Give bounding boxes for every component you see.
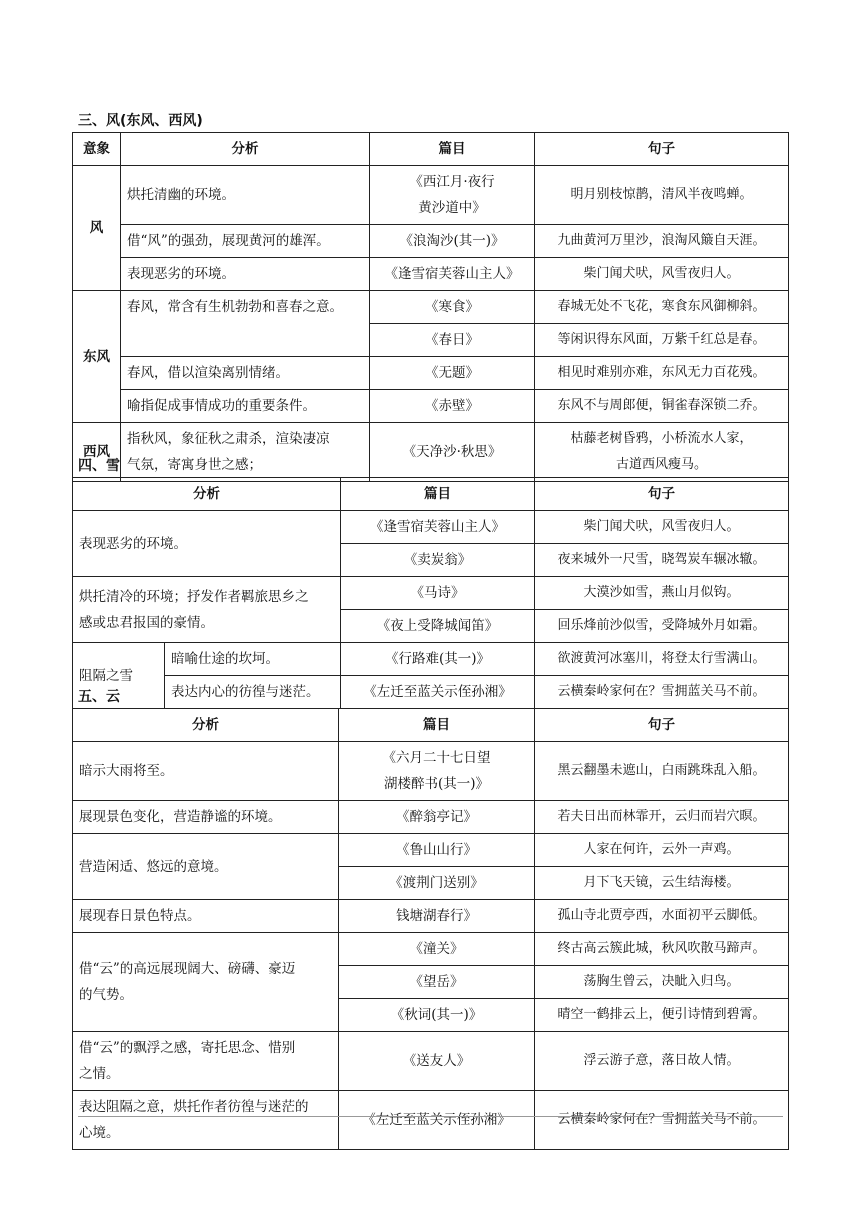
table-row (73, 643, 789, 676)
title-cell: 《潼关》 (339, 933, 535, 966)
sentence-cell: 柴门闻犬吠，风雪夜归人。 (535, 258, 789, 291)
sentence-cell: 等闲识得东风面，万紫千红总是春。 (535, 324, 789, 357)
header-sentence: 句子 (535, 709, 789, 742)
sentence-cell: 柴门闻犬吠，风雪夜归人。 (535, 511, 789, 544)
sentence-cell: 春城无处不飞花，寒食东风御柳斜。 (535, 291, 789, 324)
header-analysis: 分析 (73, 709, 339, 742)
analysis-line: 借“云”的飘浮之感，寄托思念、惜别 (79, 1040, 296, 1056)
analysis-cell: 暗示大雨将至。 (73, 742, 339, 801)
analysis-cell: 营造闲适、悠远的意境。 (73, 834, 339, 900)
title-cell: 《逢雪宿芙蓉山主人》 (370, 258, 535, 291)
sentence-cell: 浮云游子意，落日故人情。 (535, 1032, 789, 1091)
sentence-cell: 荡胸生曾云，决眦入归鸟。 (535, 966, 789, 999)
sentence-cell: 欲渡黄河冰塞川，将登太行雪满山。 (535, 643, 789, 676)
sentence-cell: 回乐烽前沙似雪，受降城外月如霜。 (535, 610, 789, 643)
table-row (73, 801, 789, 834)
analysis-line: 表达阻隔之意，烘托作者彷徨与迷茫的 (79, 1099, 309, 1115)
title-cell: 《行路难(其一)》 (341, 643, 535, 676)
title-cell (370, 166, 535, 225)
title-cell: 《鲁山山行》 (339, 834, 535, 867)
sentence-cell: 相见时难别亦难，东风无力百花残。 (535, 357, 789, 390)
imagery-cell: 东风 (73, 291, 121, 423)
title-cell (339, 742, 535, 801)
analysis-cell (73, 933, 339, 1032)
title-cell: 《望岳》 (339, 966, 535, 999)
table-row (73, 1032, 789, 1091)
table-header-row (73, 478, 789, 511)
header-sentence: 句子 (535, 133, 789, 166)
sentence-line: 枯藤老树昏鸦，小桥流水人家， (570, 431, 753, 446)
sentence-cell (535, 423, 789, 482)
title-cell: 《赤壁》 (370, 390, 535, 423)
title-line: 黄沙道中》 (418, 200, 486, 216)
analysis-cell: 春风，常含有生机勃勃和喜春之意。 (121, 291, 370, 357)
table-row (73, 225, 789, 258)
table-header-row (73, 709, 789, 742)
title-cell: 《秋词(其一)》 (339, 999, 535, 1032)
table-row (73, 357, 789, 390)
table-row (73, 390, 789, 423)
sentence-cell: 人家在何许，云外一声鸡。 (535, 834, 789, 867)
title-line: 湖楼醉书(其一)》 (383, 776, 490, 792)
table-row (73, 834, 789, 867)
analysis-cell (73, 577, 341, 643)
sentence-line: 古道西风瘦马。 (615, 457, 707, 472)
analysis-cell (73, 1032, 339, 1091)
analysis-cell: 展现春日景色特点。 (73, 900, 339, 933)
analysis-cell: 烘托清幽的环境。 (121, 166, 370, 225)
table-row (73, 676, 789, 709)
table-row (73, 577, 789, 610)
sentence-cell: 黑云翻墨未遮山，白雨跳珠乱入船。 (535, 742, 789, 801)
title-cell: 《天净沙·秋思》 (370, 423, 535, 482)
section-title-wind: 三、风(东风、西风) (78, 113, 203, 129)
title-cell: 《送友人》 (339, 1032, 535, 1091)
imagery-cell: 西风 (73, 423, 121, 482)
title-cell: 钱塘湖春行》 (339, 900, 535, 933)
imagery-cell: 风 (73, 166, 121, 291)
sentence-cell: 云横秦岭家何在？雪拥蓝关马不前。 (535, 676, 789, 709)
header-title: 篇目 (370, 133, 535, 166)
cloud-table (72, 708, 789, 1150)
sentence-cell: 云横秦岭家何在？雪拥蓝关马不前。 (535, 1091, 789, 1150)
analysis-cell: 暗喻仕途的坎坷。 (165, 643, 341, 676)
analysis-cell: 表达内心的彷徨与迷茫。 (165, 676, 341, 709)
sentence-cell: 月下飞天镜，云生结海楼。 (535, 867, 789, 900)
analysis-line: 心境。 (79, 1125, 120, 1141)
table-row (73, 423, 789, 482)
analysis-line: 的气势。 (79, 987, 133, 1003)
table-header-row (73, 133, 789, 166)
sentence-cell: 明月别枝惊鹊，清风半夜鸣蝉。 (535, 166, 789, 225)
analysis-line: 之情。 (79, 1066, 120, 1082)
title-cell: 《马诗》 (341, 577, 535, 610)
sentence-cell: 夜来城外一尺雪，晓驾炭车辗冰辙。 (535, 544, 789, 577)
header-sentence: 句子 (535, 478, 789, 511)
header-analysis: 分析 (73, 478, 341, 511)
sentence-cell: 东风不与周郎便，铜雀春深锁二乔。 (535, 390, 789, 423)
sentence-cell: 大漠沙如雪，燕山月似钩。 (535, 577, 789, 610)
analysis-cell (121, 423, 370, 482)
title-line: 《六月二十七日望 (382, 750, 491, 766)
analysis-line: 烘托清冷的环境；抒发作者羁旅思乡之 (79, 588, 309, 605)
sentence-cell: 终古高云簇此城，秋风吹散马蹄声。 (535, 933, 789, 966)
table-row (73, 258, 789, 291)
table-row (73, 511, 789, 544)
table-row (73, 291, 789, 324)
analysis-line: 指秋风，象征秋之肃杀，渲染凄凉 (127, 431, 330, 447)
table-row (73, 742, 789, 801)
analysis-cell: 春风，借以渲染离别情绪。 (121, 357, 370, 390)
analysis-line: 借“云”的高远展现阔大、磅礴、豪迈 (79, 961, 296, 977)
sentence-cell: 若夫日出而林霏开，云归而岩穴暝。 (535, 801, 789, 834)
sentence-cell: 晴空一鹤排云上，便引诗情到碧霄。 (535, 999, 789, 1032)
title-cell: 《左迁至蓝关示侄孙湘》 (341, 676, 535, 709)
analysis-line: 气氛，寄寓身世之感； (127, 457, 262, 473)
title-cell: 《渡荆门送别》 (339, 867, 535, 900)
analysis-cell: 表现恶劣的环境。 (73, 511, 341, 577)
title-cell: 《浪淘沙(其一)》 (370, 225, 535, 258)
analysis-line: 感或忠君报国的豪情。 (79, 614, 214, 631)
analysis-cell: 借“风”的强劲，展现黄河的雄浑。 (121, 225, 370, 258)
title-cell: 《春日》 (370, 324, 535, 357)
analysis-cell (73, 1091, 339, 1150)
sentence-cell: 九曲黄河万里沙，浪淘风簸自天涯。 (535, 225, 789, 258)
title-cell: 《卖炭翁》 (341, 544, 535, 577)
title-cell: 《醉翁亭记》 (339, 801, 535, 834)
title-line: 《西江月·夜行 (409, 174, 495, 190)
title-cell: 《逢雪宿芙蓉山主人》 (341, 511, 535, 544)
page-bottom-rule (78, 1116, 783, 1117)
title-cell: 《左迁至蓝关示侄孙湘》 (339, 1091, 535, 1150)
wind-table (72, 132, 789, 482)
analysis-cell: 表现恶劣的环境。 (121, 258, 370, 291)
header-title: 篇目 (341, 478, 535, 511)
analysis-cell: 展现景色变化，营造静谧的环境。 (73, 801, 339, 834)
table-row (73, 900, 789, 933)
table-row (73, 933, 789, 966)
group-cell: 阻隔之雪 (73, 643, 165, 709)
header-imagery: 意象 (73, 133, 121, 166)
title-cell: 《寒食》 (370, 291, 535, 324)
table-row (73, 1091, 789, 1150)
header-title: 篇目 (339, 709, 535, 742)
title-cell: 《无题》 (370, 357, 535, 390)
sentence-cell: 孤山寺北贾亭西，水面初平云脚低。 (535, 900, 789, 933)
section-title-cloud: 五、云 (78, 689, 120, 705)
table-row (73, 166, 789, 225)
snow-table (72, 477, 789, 709)
header-analysis: 分析 (121, 133, 370, 166)
title-cell: 《夜上受降城闻笛》 (341, 610, 535, 643)
section-title-snow: 四、雪 (78, 458, 120, 474)
analysis-cell: 喻指促成事情成功的重要条件。 (121, 390, 370, 423)
